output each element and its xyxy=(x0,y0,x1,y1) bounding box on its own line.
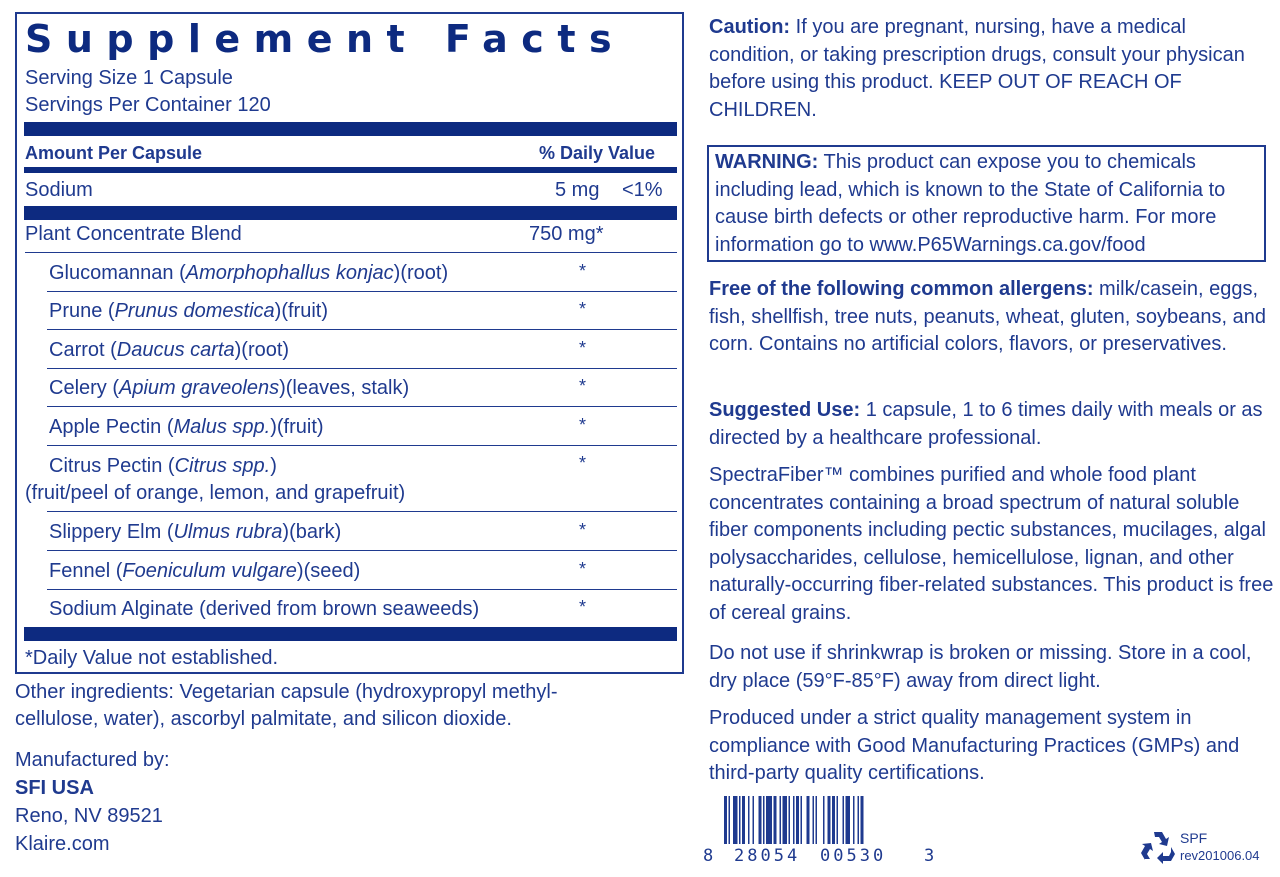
barcode-left-digits: 28054 xyxy=(734,846,801,866)
manufacturer-website: Klaire.com xyxy=(15,833,110,855)
barcode-bar xyxy=(739,796,741,844)
barcode-bar xyxy=(763,796,765,844)
sodium-daily-value: <1% xyxy=(622,179,663,201)
barcode-bar xyxy=(843,796,845,844)
barcode-bar xyxy=(733,796,738,844)
sodium-amount: 5 mg xyxy=(555,179,600,201)
asterisk: * xyxy=(579,338,587,358)
spf-code: SPF xyxy=(1180,830,1208,846)
asterisk: * xyxy=(579,453,587,473)
prop65-warning-box: WARNING: This product can expose you to chemicals including lead, which is known to the State of California to cause birth defects or other reproductive harm. For more information go to www.P65Warnings.ca.gov/food xyxy=(707,145,1266,262)
barcode-bar xyxy=(789,796,791,844)
row-divider xyxy=(47,329,677,330)
amount-per-capsule-header: Amount Per Capsule xyxy=(25,143,203,163)
barcode-bar xyxy=(774,796,777,844)
barcode-bar xyxy=(861,796,864,844)
thick-divider xyxy=(24,627,677,641)
thick-divider xyxy=(24,122,677,136)
barcode-bar xyxy=(748,796,750,844)
other-ingredients-line1: Other ingredients: Vegetarian capsule (hydroxypropyl methyl- xyxy=(15,681,558,703)
asterisk: * xyxy=(579,597,587,617)
barcode-bar xyxy=(813,796,815,844)
row-divider xyxy=(25,252,677,253)
thick-divider xyxy=(24,206,677,220)
quality-statement: Produced under a strict quality management system in compliance with Good Manufacturing Practices (GMPs) and third-party quality certifications. xyxy=(709,707,1240,784)
barcode-bar xyxy=(780,796,782,844)
allergens-label: Free of the following common allergens: xyxy=(709,278,1094,300)
barcode-bar xyxy=(832,796,835,844)
barcode-bars xyxy=(700,796,940,848)
storage-instructions: Do not use if shrinkwrap is broken or missing. Store in a cool, dry place (59°F-85°F) away from direct light. xyxy=(709,642,1252,692)
barcode-bar xyxy=(796,796,799,844)
row-divider xyxy=(47,291,677,292)
row-divider xyxy=(47,368,677,369)
barcode-bar xyxy=(858,796,860,844)
warning-label: WARNING: xyxy=(715,151,819,173)
barcode-bar xyxy=(742,796,745,844)
barcode-check-digit: 3 xyxy=(924,846,935,866)
manufactured-by-label: Manufactured by: xyxy=(15,749,170,771)
daily-value-footnote: *Daily Value not established. xyxy=(25,647,279,669)
recycle-icon xyxy=(1140,829,1176,865)
barcode-lead-digit: 8 xyxy=(703,846,714,866)
sodium-label: Sodium xyxy=(25,179,93,201)
other-ingredients-line2: cellulose, water), ascorbyl palmitate, and silicon dioxide. xyxy=(15,708,512,730)
barcode-bar xyxy=(724,796,727,844)
barcode-bar xyxy=(801,796,803,844)
row-divider xyxy=(47,550,677,551)
asterisk: * xyxy=(579,376,587,396)
row-divider xyxy=(47,445,677,446)
barcode-bar xyxy=(846,796,851,844)
row-divider xyxy=(47,511,677,512)
barcode-bar xyxy=(807,796,810,844)
row-divider xyxy=(47,589,677,590)
barcode-right-digits: 00530 xyxy=(820,846,887,866)
barcode-bar xyxy=(853,796,855,844)
barcode-bar xyxy=(823,796,825,844)
barcode-bar xyxy=(828,796,831,844)
barcode-bar xyxy=(729,796,731,844)
asterisk: * xyxy=(579,299,587,319)
allergens-paragraph: Free of the following common allergens: milk/casein, eggs, fish, shellfish, tree nuts, peanuts, wheat, gluten, soybeans, and corn. Contains no artificial colors, flavors, or preservatives. xyxy=(709,278,1267,355)
serving-size: Serving Size 1 Capsule xyxy=(25,67,233,89)
daily-value-header: % Daily Value xyxy=(539,143,656,163)
barcode-bar xyxy=(759,796,762,844)
barcode-bar xyxy=(816,796,818,844)
asterisk: * xyxy=(579,415,587,435)
barcode-bar xyxy=(766,796,772,844)
caution-label: Caution: xyxy=(709,16,791,38)
upc-barcode xyxy=(700,796,940,866)
caution-paragraph: Caution: If you are pregnant, nursing, have a medical condition, or taking prescription drugs, consult your physican before using this product. KEEP OUT OF REACH OF CHILDREN. xyxy=(709,16,1245,121)
supplement-facts-panel: Supplement Facts Serving Size 1 Capsule Servings Per Container 120 Amount Per Capsule % Daily Value Sodium 5 mg <1% Plant Concentrate Blend 750 mg* Glucomannan (Amorphophallus konjac)(root) * Prune (Prunus domestica)(fruit) * Carrot (Daucus carta)(root) * Celery (Apium graveolens)(leaves, stalk) * Apple Pectin (Malus spp.)(fruit) * Citrus Pectin (Citrus spp.) (fruit/peel of orange, lemon, and grapefruit) * Slippery Elm (Ulmus rubra)(bark) * Fennel (Foeniculum vulgare)(seed) * Sodium Alginate (derived from brown seaweeds) * *Daily Value not established. xyxy=(15,12,684,674)
asterisk: * xyxy=(579,261,587,281)
suggested-use-paragraph: Suggested Use: 1 capsule, 1 to 6 times daily with meals or as directed by a healthcare professional. xyxy=(709,399,1263,449)
manufacturer-name: SFI USA xyxy=(15,777,94,799)
barcode-bar xyxy=(753,796,755,844)
suggested-use-label: Suggested Use: xyxy=(709,399,861,421)
medium-divider xyxy=(24,167,677,173)
product-description: SpectraFiber™ combines purified and whole food plant concentrates containing a broad spectrum of natural soluble fiber components including pectic substances, mucilages, algal polysaccharides, cellulose, hemicellulose, lignan, and other naturally-occurring fiber-related substances. This product is free of cereal grains. xyxy=(709,464,1274,624)
facts-title: Supplement Facts xyxy=(25,17,626,61)
barcode-bar xyxy=(837,796,839,844)
blend-amount: 750 mg* xyxy=(529,223,604,245)
manufacturer-city: Reno, NV 89521 xyxy=(15,805,163,827)
asterisk: * xyxy=(579,520,587,540)
barcode-bar xyxy=(793,796,795,844)
barcode-bar xyxy=(783,796,788,844)
servings-per-container: Servings Per Container 120 xyxy=(25,94,271,116)
asterisk: * xyxy=(579,559,587,579)
revision-code: rev201006.04 xyxy=(1180,848,1260,863)
blend-label: Plant Concentrate Blend xyxy=(25,223,242,245)
row-divider xyxy=(47,406,677,407)
